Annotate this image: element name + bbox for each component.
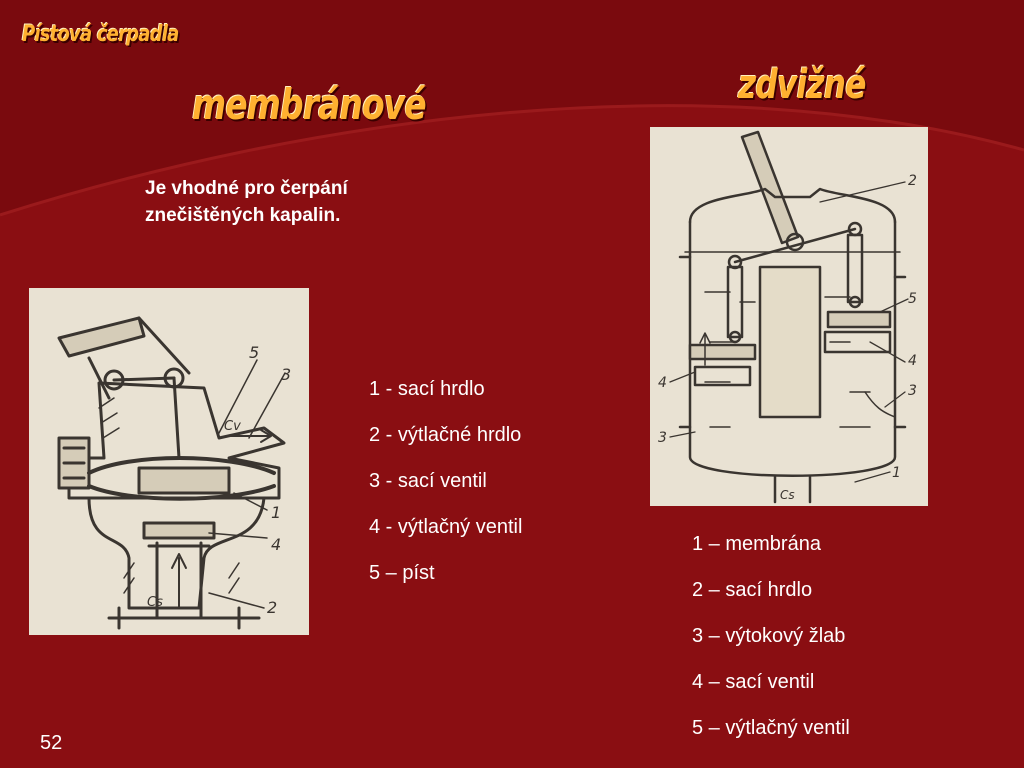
figure-label: 2 [267, 598, 278, 617]
membrane-pump-note: Je vhodné pro čerpání znečištěných kapalin. [145, 178, 348, 226]
figure-label: Cs [147, 595, 163, 610]
legend-item: 1 – membrána [692, 533, 821, 555]
slide-title: Pístová čerpadla [22, 22, 179, 47]
figure-label: Cs [780, 488, 795, 502]
figure-label: 1 [271, 503, 282, 522]
legend-item: 3 - sací ventil [369, 470, 487, 492]
figure-label: 2 [908, 173, 917, 189]
lift-pump-drawing [650, 127, 928, 506]
heading-zdvizne: zdvižné [738, 62, 866, 108]
legend-item: 1 - sací hrdlo [369, 378, 485, 400]
figure-label: 4 [658, 375, 667, 391]
page-number: 52 [40, 732, 63, 754]
heading-membranove: membránové [192, 80, 426, 129]
legend-item: 4 – sací ventil [692, 671, 815, 693]
figure-label: 3 [908, 383, 917, 399]
figure-label: 5 [908, 291, 917, 307]
lift-pump-diagram [650, 127, 928, 506]
legend-item: 4 - výtlačný ventil [369, 516, 523, 538]
membrane-pump-diagram [29, 288, 309, 635]
figure-label: 4 [271, 535, 282, 554]
legend-item: 5 – výtlačný ventil [692, 717, 850, 739]
figure-label: 1 [892, 465, 901, 481]
figure-label: 3 [281, 365, 292, 384]
legend-item: 2 - výtlačné hrdlo [369, 424, 522, 446]
membrane-pump-legend [369, 376, 522, 606]
membrane-pump-drawing [29, 288, 309, 635]
figure-label: 5 [249, 343, 260, 362]
legend-item: 5 – píst [369, 562, 435, 584]
legend-item: 3 – výtokový žlab [692, 625, 846, 647]
lift-pump-legend [692, 531, 850, 761]
figure-label: Cv [224, 419, 241, 434]
figure-label: 4 [908, 353, 917, 369]
figure-label: 3 [658, 430, 667, 446]
legend-item: 2 – sací hrdlo [692, 579, 813, 601]
